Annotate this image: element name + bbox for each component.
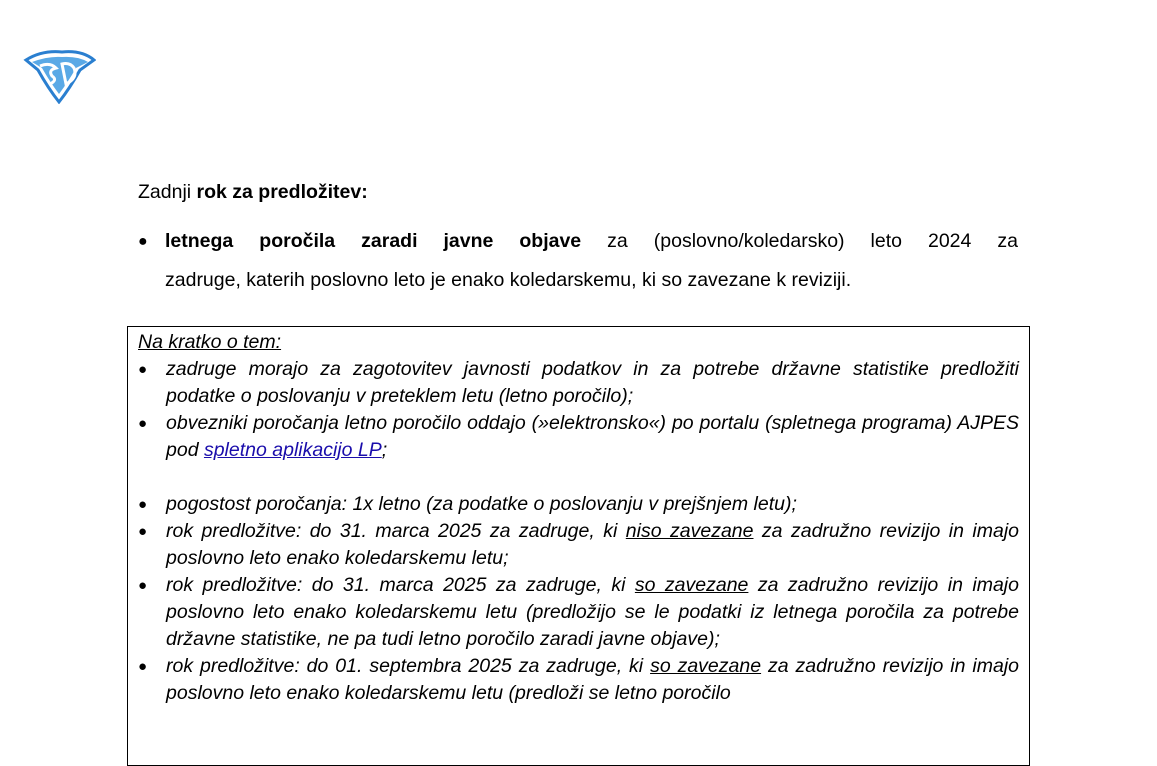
deadline-list-item (138, 222, 1018, 300)
heading-normal: Zadnji (138, 181, 197, 203)
list-item: ● zadruge morajo za zagotovitev javnosti podatkov in za potrebe državne statistike predložiti podatke o poslovanju v preteklem letu (letno poročilo); (138, 356, 1019, 410)
bullet-icon: ● (138, 233, 148, 250)
list-item: ● rok predložitve: do 31. marca 2025 za zadruge, ki niso zavezane za zadružno revizijo in imajo poslovno leto enako koledarskemu letu; (138, 518, 1019, 572)
deadline-heading (138, 180, 368, 204)
bullet-icon: ● (138, 496, 148, 513)
list-item: ● pogostost poročanja: 1x letno (za podatke o poslovanju v prejšnjem letu); (138, 491, 1019, 518)
bullet-icon: ● (138, 415, 148, 432)
list-item: ● obvezniki poročanja letno poročilo oddajo (»elektronsko«) po portalu (spletnega programa) AJPES pod spletno aplikacijo LP; (138, 410, 1019, 464)
bullet-icon: ● (138, 523, 148, 540)
deadline-line2: zadruge, katerih poslovno leto je enako koledarskemu, ki so zavezane k reviziji. (165, 269, 852, 291)
bullet-icon: ● (138, 658, 148, 675)
deadline-bold: letnega poročila zaradi javne objave (165, 230, 582, 252)
bullet-icon: ● (138, 361, 148, 378)
deadline-rest: za (poslovno/koledarsko) leto 2024 za (581, 230, 1018, 252)
box-title: Na kratko o tem: (138, 331, 282, 353)
spletno-aplikacijo-link[interactable]: spletno aplikacijo LP (203, 439, 382, 461)
list-item: ● rok predložitve: do 01. septembra 2025 za zadruge, ki so zavezane za zadružno revizijo in imajo poslovno leto enako koledarskemu letu (predloži se letno poročilo (138, 653, 1019, 707)
summary-box (127, 326, 1030, 766)
bullet-icon: ● (138, 577, 148, 594)
list-item: ● rok predložitve: do 31. marca 2025 za zadruge, ki so zavezane za zadružno revizijo in imajo poslovno leto enako koledarskemu letu (predložijo se le podatki iz letnega poročila za potrebe državne statistike, ne pa tudi letno poročilo zaradi javne objave); (138, 572, 1019, 653)
logo-icon (22, 48, 96, 104)
heading-bold: rok za predložitev: (196, 181, 368, 203)
